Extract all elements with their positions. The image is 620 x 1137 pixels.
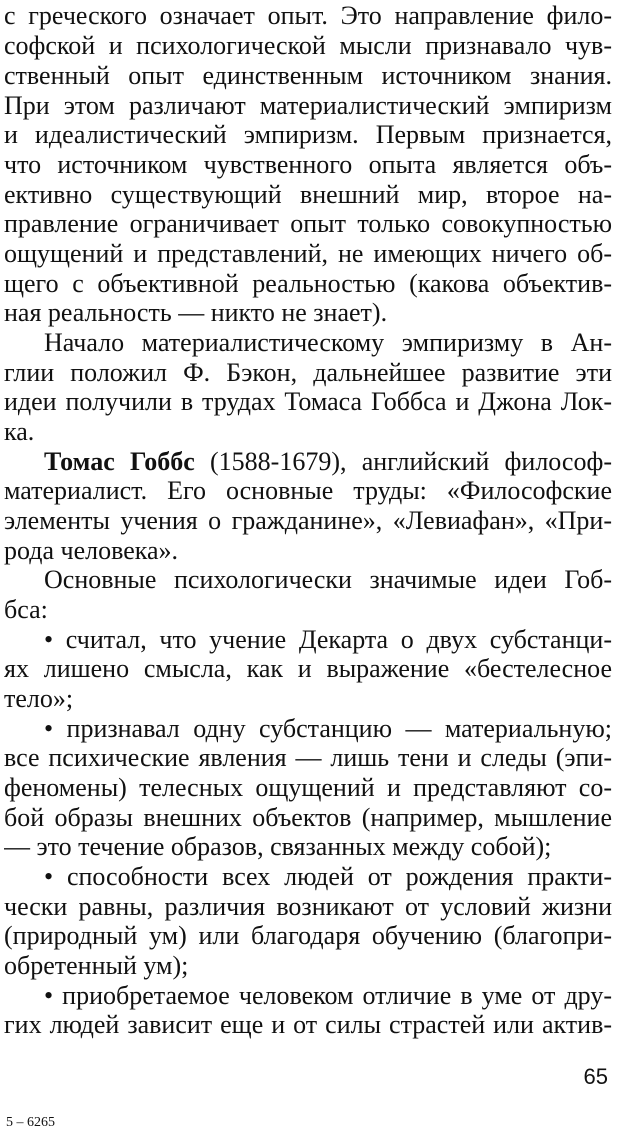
text-line: (природный ум) или благодаря обучению (благопри- bbox=[4, 922, 612, 950]
text-line: При этом различают материалистический эмпиризм bbox=[4, 92, 612, 120]
text-line: элементы учения о гражданине», «Левиафан», «При- bbox=[4, 507, 612, 535]
text-line: ях лишено смысла, как и выражение «бестелесное bbox=[4, 655, 612, 683]
text-line: — это течение образов, связанных между собой); bbox=[4, 833, 552, 861]
page-number: 65 bbox=[583, 1064, 608, 1089]
text-span: (1588-1679), английский философ- bbox=[210, 448, 612, 476]
text-line: Основные психологически значимые идеи Гоб- bbox=[44, 566, 612, 594]
text-line: Начало материалистическому эмпиризму в Ан- bbox=[44, 329, 612, 357]
text-line: феномены) телесных ощущений и представляют со- bbox=[4, 774, 612, 802]
bullet-line: • считал, что учение Декарта о двух субстанци- bbox=[44, 626, 612, 654]
text-line: ная реальность — никто не знает). bbox=[4, 299, 388, 327]
text-line: ективно существующий внешний мир, второе на- bbox=[4, 181, 612, 209]
text-line: глии положил Ф. Бэкон, дальнейшее развитие эти bbox=[4, 359, 612, 387]
text-line: чески равны, различия возникают от условий жизни bbox=[4, 893, 612, 921]
text-line: правление ограничивает опыт только совокупностью bbox=[4, 210, 612, 238]
printer-signature: 5 – 6265 bbox=[6, 1115, 55, 1130]
person-name: Томас Гоббс bbox=[44, 448, 195, 476]
text-line: и идеалистический эмпиризм. Первым признается, bbox=[4, 121, 612, 149]
text-line: рода человека». bbox=[4, 537, 179, 565]
text-line: гих людей зависит еще и от силы страстей или актив- bbox=[4, 1011, 612, 1039]
text-line: материалист. Его основные труды: «Философские bbox=[4, 477, 612, 505]
text-line: ственный опыт единственным источником знания. bbox=[4, 62, 612, 90]
text-line: идеи получили в трудах Томаса Гоббса и Джона Лок- bbox=[4, 388, 612, 416]
bullet-line: • приобретаемое человеком отличие в уме от дру- bbox=[44, 982, 612, 1010]
text-line: все психические явления — лишь тени и следы (эпи- bbox=[4, 744, 612, 772]
text-line: что источником чувственного опыта является объ- bbox=[4, 151, 612, 179]
text-line-biography bbox=[4, 448, 612, 476]
text-line: обретенный ум); bbox=[4, 952, 189, 980]
text-line: ощущений и представлений, не имеющих ничего об- bbox=[4, 240, 612, 268]
text-line: ка. bbox=[4, 418, 35, 446]
text-line: бой образы внешних объектов (например, мышление bbox=[4, 804, 612, 832]
text-line: с греческого означает опыт. Это направление фило- bbox=[4, 2, 612, 30]
bullet-line: • способности всех людей от рождения практи- bbox=[44, 863, 612, 891]
text-line: тело»; bbox=[4, 685, 74, 713]
text-line: щего с объективной реальностью (какова объектив- bbox=[4, 270, 612, 298]
bullet-line: • признавал одну субстанцию — материальную; bbox=[44, 715, 612, 743]
text-line: софской и психологической мысли признавало чув- bbox=[4, 32, 612, 60]
text-line: бса: bbox=[4, 596, 48, 624]
